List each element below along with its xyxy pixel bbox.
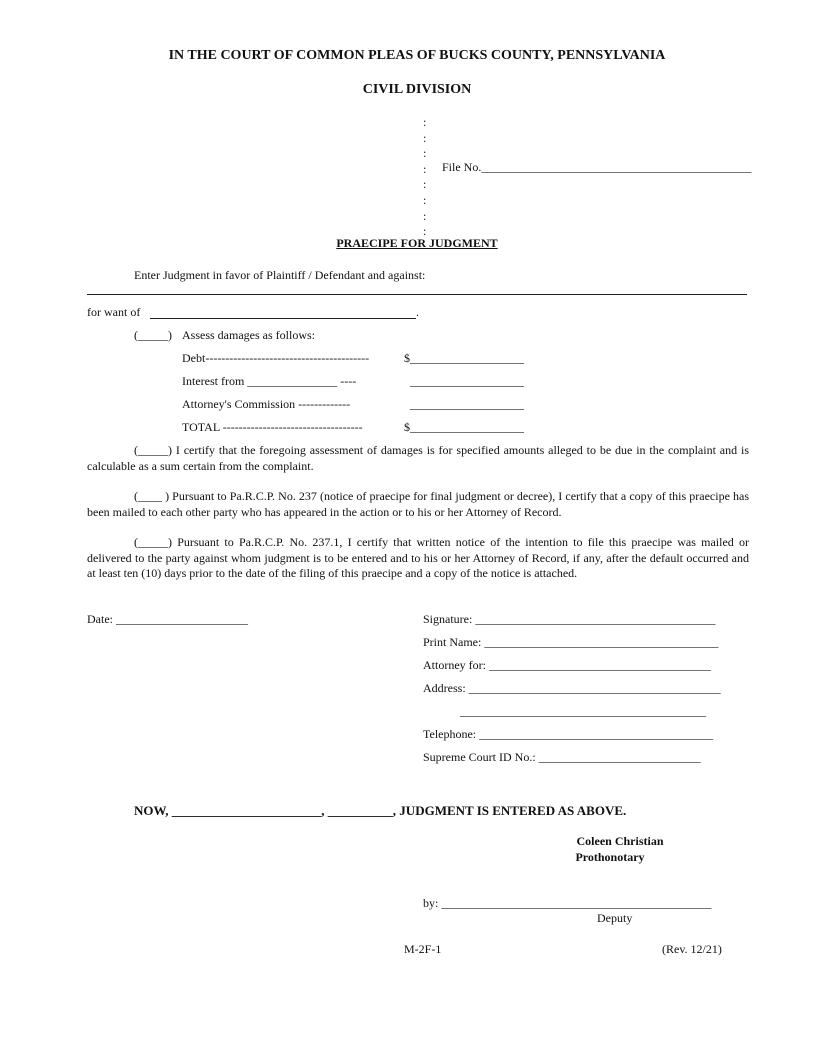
certification-rule-237: (____ ) Pursuant to Pa.R.C.P. No. 237 (notice of praecipe for final judgment or decree), I certify that a copy of this praecipe has been mailed to each other party who has appeared in the action or to his or her Attorney of Record. xyxy=(87,489,749,519)
court-heading: IN THE COURT OF COMMON PLEAS OF BUCKS COUNTY, PENNSYLVANIA xyxy=(168,48,666,63)
date-label: Date: xyxy=(87,612,113,626)
against-party-line[interactable] xyxy=(87,294,747,295)
certification-rule-237-1: (_____) Pursuant to Pa.R.C.P. No. 237.1, I certify that written notice of the intention to file this praecipe was mailed or delivered to the party against whom judgment is to be entered and to his or her Attorney of Record, if any, after the default occurred and at least ten (10) days prior to the date of the filing of this praecipe and a copy of the notice is attached. xyxy=(87,535,749,581)
enter-judgment-text: Enter Judgment in favor of Plaintiff / Defendant and against: xyxy=(134,268,426,282)
signature-field[interactable]: Signature: ________________________________________ xyxy=(423,612,716,626)
telephone-field[interactable]: Telephone: _______________________________________ xyxy=(423,727,714,741)
caption-colon-column: : : : : : : : : xyxy=(423,115,427,239)
revision-date: (Rev. 12/21) xyxy=(662,942,722,956)
prothonotary-name: Coleen Christian xyxy=(576,834,664,848)
prothonotary-title: Prothonotary xyxy=(575,850,645,864)
total-dollar: $ xyxy=(404,420,410,434)
for-want-of-label: for want of xyxy=(87,305,141,319)
interest-label: Interest from _______________ ---- xyxy=(182,374,357,388)
file-no-label: File No. xyxy=(442,160,482,174)
deputy-label: Deputy xyxy=(597,911,633,925)
attorney-commission-label: Attorney's Commission ------------- xyxy=(182,397,351,411)
file-no-blank: _____________________________________________ xyxy=(481,160,752,174)
division-heading: CIVIL DIVISION xyxy=(362,82,472,97)
supreme-court-id-field[interactable]: Supreme Court ID No.: ___________________________ xyxy=(423,750,701,764)
date-blank: ______________________ xyxy=(116,612,248,626)
form-title: PRAECIPE FOR JUDGMENT xyxy=(336,236,498,250)
debt-label: Debt----------------------------------------- xyxy=(182,351,370,365)
total-label: TOTAL ----------------------------------- xyxy=(182,420,363,434)
date-field[interactable] xyxy=(87,612,248,628)
certification-sum-certain: (_____) I certify that the foregoing assessment of damages is for specified amounts alleged to be due in the complaint and is calculable as a sum certain from the complaint. xyxy=(87,443,749,473)
assess-damages-checkbox[interactable]: (_____) xyxy=(134,328,172,342)
total-amount-blank[interactable]: ___________________ xyxy=(410,420,524,434)
print-name-field[interactable]: Print Name: _______________________________________ xyxy=(423,635,719,649)
address-line2-field[interactable]: _________________________________________ xyxy=(460,704,706,718)
debt-dollar: $ xyxy=(404,351,410,365)
attorney-commission-blank[interactable]: ___________________ xyxy=(410,397,524,411)
judgment-entered-line: NOW, _______________________, __________, JUDGMENT IS ENTERED AS ABOVE. xyxy=(134,803,627,818)
deputy-by-label: by: xyxy=(423,896,439,910)
assess-damages-heading: Assess damages as follows: xyxy=(182,328,315,342)
for-want-of-period: . xyxy=(416,305,419,319)
address-field[interactable]: Address: __________________________________________ xyxy=(423,681,721,695)
deputy-by-blank: _____________________________________________ xyxy=(441,896,712,910)
file-no-field[interactable] xyxy=(442,160,751,176)
form-id: M-2F-1 xyxy=(404,942,442,956)
debt-amount-blank[interactable]: ___________________ xyxy=(410,351,524,365)
interest-amount-blank[interactable]: ___________________ xyxy=(410,374,524,388)
deputy-signature-field[interactable] xyxy=(423,896,711,912)
for-want-of-line[interactable] xyxy=(150,318,416,319)
attorney-for-field[interactable]: Attorney for: _____________________________________ xyxy=(423,658,711,672)
